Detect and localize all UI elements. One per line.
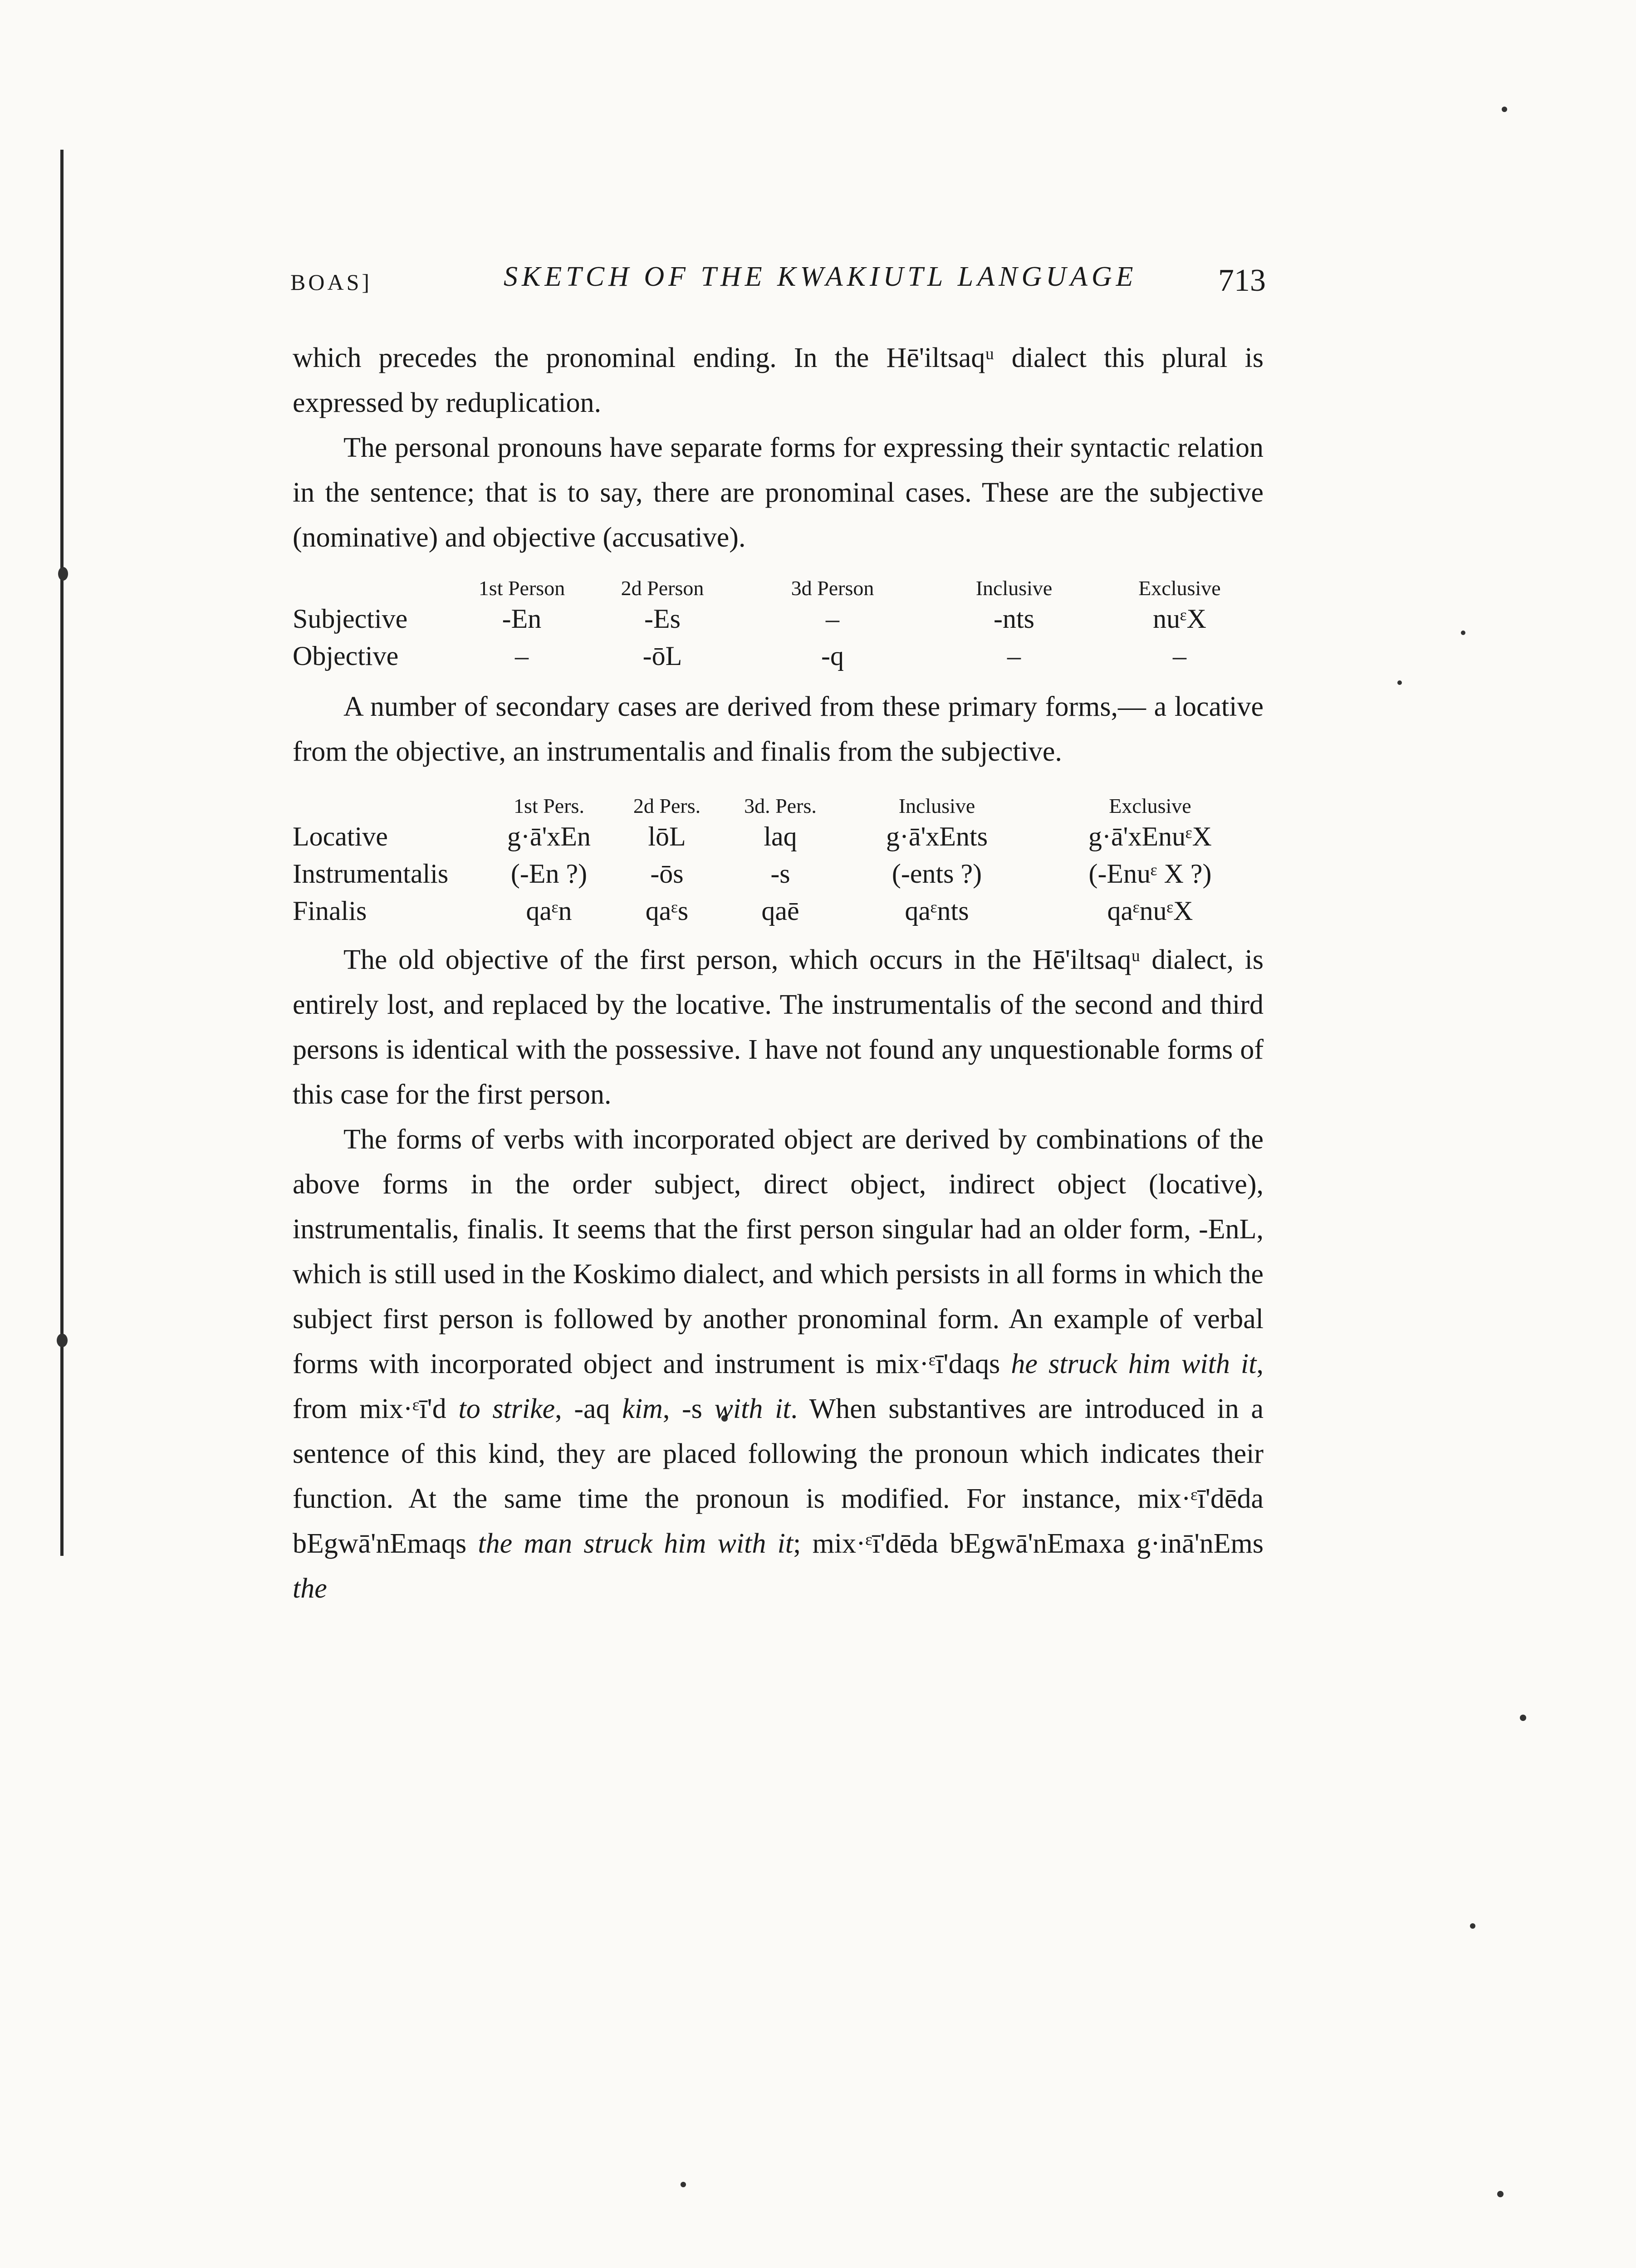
running-title: SKETCH OF THE KWAKIUTL LANGUAGE xyxy=(504,261,1137,292)
table-row xyxy=(293,818,1264,855)
table-cell: -En xyxy=(502,603,542,634)
primary-cases-table xyxy=(293,568,1264,675)
table-header-cell: 3d. Pers. xyxy=(744,794,817,817)
table-header-cell xyxy=(293,568,451,600)
table-row xyxy=(293,637,1264,675)
page-body xyxy=(293,336,1264,1611)
scan-speck xyxy=(1470,1923,1475,1929)
table-cell: – xyxy=(1173,640,1186,671)
table-cell: lōL xyxy=(648,821,686,851)
running-header xyxy=(290,261,1266,311)
table-cell: – xyxy=(515,640,529,671)
scan-speck xyxy=(1502,107,1507,112)
table-cell: – xyxy=(826,603,839,634)
table-header-cell: 3d Person xyxy=(791,577,874,600)
table-header-cell: 2d Person xyxy=(621,577,704,600)
gloss-italic: the xyxy=(293,1573,327,1604)
table-cell: -s xyxy=(770,858,790,889)
running-author: BOAS] xyxy=(290,269,372,295)
table-row xyxy=(293,892,1264,929)
table-header-cell: Exclusive xyxy=(1109,794,1191,817)
table-cell: qaᵋn xyxy=(526,895,572,926)
secondary-cases-table xyxy=(293,786,1264,929)
row-label: Finalis xyxy=(293,895,367,926)
table-header-row xyxy=(293,568,1264,600)
table-cell: – xyxy=(1007,640,1021,671)
scan-speck xyxy=(57,1334,68,1347)
table-cell: g·ā'xEn xyxy=(507,821,591,851)
scan-speck xyxy=(1397,680,1402,685)
table-cell: (-Enuᵋ X ?) xyxy=(1088,858,1212,889)
table-row xyxy=(293,855,1264,892)
table-cell: (-En ?) xyxy=(510,858,588,889)
table-header-cell: Inclusive xyxy=(898,794,975,817)
paragraph-3: A number of secondary cases are derived from these primary forms,— a locative from the objective, an instrumentalis and finalis from the subjective. xyxy=(293,691,1264,767)
table-cell: -ōs xyxy=(650,858,684,889)
table-header-cell: 1st Pers. xyxy=(514,794,584,817)
text-fragment: , -s xyxy=(662,1393,715,1424)
paragraph-5 xyxy=(293,1117,1264,1611)
table-cell: -Es xyxy=(644,603,681,634)
paragraph-1: which precedes the pronominal ending. In the Hē'iltsaqᵘ dialect this plural is expressed by reduplication. xyxy=(293,342,1264,418)
table-cell: qaᵋnuᵋX xyxy=(1107,895,1193,926)
text-fragment: . When substantives are introduced in a sentence of this kind, they are placed following the pronoun which indicates their function. At the same time the pronoun is modified. For instance, mix·ᵋī'dēda bEgwā'nEmaqs xyxy=(293,1393,1264,1559)
table-header-row xyxy=(293,786,1264,818)
table-header-cell: 2d Pers. xyxy=(633,794,701,817)
text-fragment: The forms of verbs with incorporated object are derived by combinations of the above forms in the order subject, direct object, indirect object (locative), instrumentalis, finalis. It seems that the first person singular had an older form, -EnL, which is still used in the Koskimo dialect, and which persists in all forms in which the subject first person is followed by another pronominal form. An example of verbal forms with incorporated object and instrument is mix·ᵋī'daqs xyxy=(293,1124,1264,1379)
table-row xyxy=(293,600,1264,637)
text-fragment: ; mix·ᵋī'dēda bEgwā'nEmaxa g·inā'nEms xyxy=(793,1528,1264,1559)
table-cell: (-ents ?) xyxy=(891,858,982,889)
scan-speck xyxy=(1520,1715,1526,1721)
table-cell: nuᵋX xyxy=(1153,603,1206,634)
text-fragment: , -aq xyxy=(555,1393,622,1424)
row-label: Locative xyxy=(293,821,388,851)
scan-speck xyxy=(1497,2191,1504,2197)
row-label: Subjective xyxy=(293,603,408,634)
text-fragment: , from mix·ᵋī'd xyxy=(293,1349,1264,1424)
table-cell: -ōL xyxy=(642,640,682,671)
table-header-cell xyxy=(293,786,488,818)
table-header-cell: Inclusive xyxy=(975,577,1053,600)
gloss-italic: kim xyxy=(622,1393,663,1424)
table-header-cell: 1st Person xyxy=(478,577,565,600)
table-cell: -nts xyxy=(994,603,1034,634)
table-cell: -q xyxy=(821,640,844,671)
table-cell: laq xyxy=(764,821,797,851)
paragraph-4: The old objective of the first person, which occurs in the Hē'iltsaqᵘ dialect, is entirely lost, and replaced by the locative. The instrumentalis of the second and third persons is identical with the possessive. I have not found any unquestionable forms of this case for the first person. xyxy=(293,944,1264,1110)
table-cell: qaᵋs xyxy=(645,895,689,926)
row-label: Objective xyxy=(293,640,399,671)
table-header-cell: Exclusive xyxy=(1138,577,1221,600)
row-label: Instrumentalis xyxy=(293,858,449,889)
gloss-italic: to strike xyxy=(458,1393,555,1424)
gloss-italic: with it xyxy=(714,1393,791,1424)
scan-speck xyxy=(58,567,68,581)
paragraph-2: The personal pronouns have separate forms for expressing their syntactic relation in the sentence; that is to say, there are pronominal cases. These are the subjective (nominative) and objective (accusative). xyxy=(293,432,1264,553)
gloss-italic: the man struck him with it xyxy=(478,1528,794,1559)
table-cell: qaē xyxy=(761,895,799,926)
scan-speck xyxy=(1461,631,1465,635)
page-number: 713 xyxy=(1218,263,1266,298)
table-cell: g·ā'xEnts xyxy=(886,821,988,851)
gloss-italic: he struck him with it xyxy=(1011,1349,1257,1379)
table-cell: qaᵋnts xyxy=(905,895,969,926)
scan-speck xyxy=(681,2182,686,2187)
table-cell: g·ā'xEnuᵋX xyxy=(1088,821,1212,851)
